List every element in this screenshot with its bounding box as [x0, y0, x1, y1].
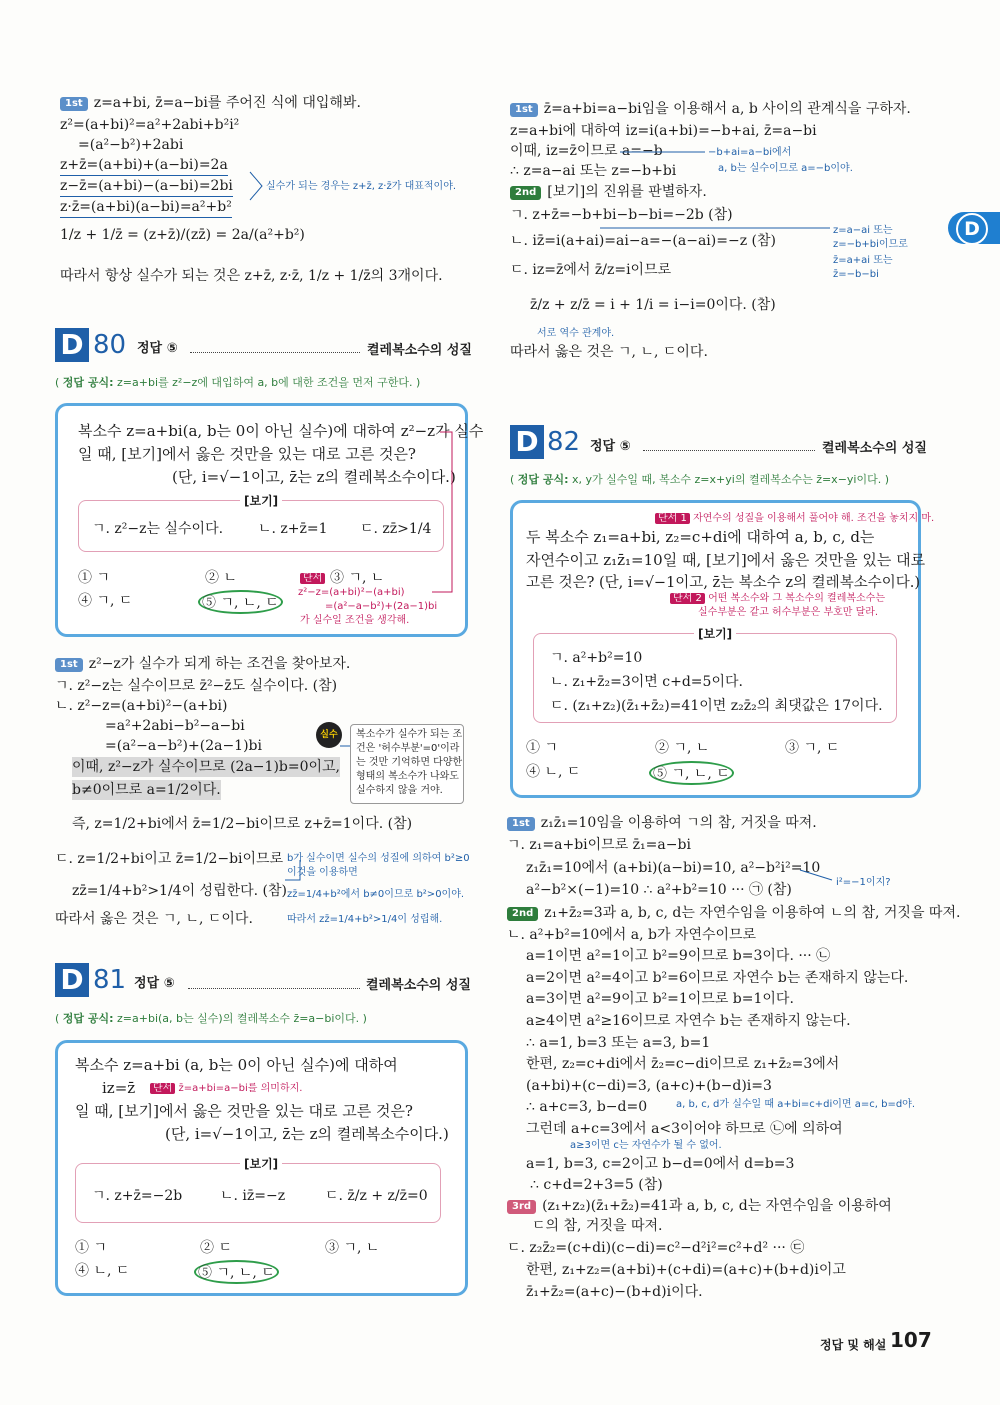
- p80-sol-line: b≠0이므로 a=1/2이다.: [72, 782, 221, 798]
- p82-note: a≥3이면 c는 자연수가 될 수 없어.: [570, 1140, 722, 1151]
- problem-81-badge: D: [55, 963, 89, 997]
- p82-sol-line: a=1이면 a²=1이고 b²=9이므로 b=3이다. ··· ㉡: [526, 948, 831, 964]
- p80-choice-4[interactable]: ④ ㄱ, ㄷ: [78, 593, 133, 609]
- p82-bogi-item: ㄴ. z₁+z̄₂=3이면 c+d=5이다.: [550, 674, 743, 690]
- sol81-line: ㄴ. iz̄=i(a+ai)=ai−a=−(a−ai)=−z (참): [510, 233, 776, 249]
- sol79-line: z·z̄=(a+bi)(a−bi)=a²+b²: [60, 197, 232, 218]
- p82-question-line: 두 복소수 z₁=a+bi, z₂=c+di에 대하여 a, b, c, d는: [526, 528, 875, 546]
- sol81-right-note: z̄=a+ai 또는: [833, 255, 893, 266]
- answer-circle-icon: ⑤ ㄱ, ㄴ, ㄷ: [198, 590, 283, 614]
- tip-arrow: [432, 432, 452, 592]
- p81-bogi-title: [보기]: [240, 1155, 282, 1172]
- warning-badge-icon: 실수: [316, 722, 342, 748]
- p82-choice-3[interactable]: ③ ㄱ, ㄷ: [785, 740, 840, 756]
- p80-choice-3[interactable]: ③ ㄱ, ㄴ: [330, 570, 385, 586]
- p82-sol-line: ㄴ. a²+b²=10에서 a, b가 자연수이므로: [507, 927, 757, 943]
- p82-sol-line: 한편, z₂=c+di에서 z̄₂=c−di이므로 z₁+z̄₂=3에서: [526, 1056, 840, 1072]
- p80-tip-line: 가 실수일 조건을 생각해.: [300, 615, 410, 626]
- sol81-line: ∴ z=a−ai 또는 z=−b+bi: [510, 163, 677, 179]
- sol81-note: −b+ai=a−bi에서: [708, 147, 792, 158]
- p80-sol-line: zz̄=1/4+b²>1/4이 성립한다. (참): [72, 883, 287, 899]
- sol81-conclusion: 따라서 옳은 것은 ㄱ, ㄴ, ㄷ이다.: [510, 344, 708, 360]
- p80-side-note: 복소수가 실수가 되는 조: [356, 729, 463, 740]
- p82-question-line: 자연수이고 z₁z̄₁=10일 때, [보기]에서 옳은 것만을 있는 대로: [526, 551, 926, 569]
- p82-sol-line: a=1, b=3, c=2이고 b−d=0에서 d=b=3: [526, 1156, 795, 1172]
- p82-sol-line: a=3이면 a²=9이고 b²=1이므로 b=1이다.: [526, 991, 794, 1007]
- p82-sol-step2: 2nd z₁+z̄₂=3과 a, b, c, d는 자연수임을 이용하여 ㄴ의 참, 거짓을 따져.: [507, 903, 960, 923]
- sol79-line: 1/z + 1/z̄ = (z+z̄)/(zz̄) = 2a/(a²+b²): [60, 227, 305, 243]
- p81-bogi-item: ㄱ. z+z̄=−2b: [92, 1188, 183, 1204]
- p82-sol-line: ∴ a+c=3, b−d=0: [526, 1099, 648, 1115]
- answer-circle-icon: ⑤ ㄱ, ㄴ, ㄷ: [649, 761, 734, 785]
- p80-sol-line: 이때, z²−z가 실수이므로 (2a−1)b=0이고,: [72, 759, 341, 775]
- sol79-line: z−z̄=(a+bi)−(a−bi)=2bi: [60, 176, 233, 197]
- p80-sol-conclusion: 따라서 옳은 것은 ㄱ, ㄴ, ㄷ이다.: [55, 911, 253, 927]
- problem-82-topic: 켤레복소수의 성질: [822, 441, 927, 456]
- p82-tip2-line: 실수부분은 같고 허수부분은 부호만 달라.: [698, 607, 879, 618]
- p80-sol-line: ㄱ. z²−z는 실수이므로 z̄²−z̄도 실수이다. (참): [55, 678, 338, 694]
- p82-sol-line: z̄₁+z̄₂=(a+c)−(b+d)i이다.: [526, 1284, 703, 1300]
- p82-choice-4[interactable]: ④ ㄴ, ㄷ: [526, 764, 581, 780]
- p80-bogi-title: [보기]: [240, 492, 282, 509]
- sol79-note: 실수가 되는 경우는 z+z̄, z·z̄가 대표적이야.: [266, 181, 457, 192]
- sol81-line: ㄱ. z+z̄=−b+bi−b−bi=−2b (참): [510, 207, 733, 223]
- sol79-line: =(a²−b²)+2abi: [78, 137, 184, 153]
- sol79-conclusion: 따라서 항상 실수가 되는 것은 z+z̄, z·z̄, 1/z + 1/z̄의 3개이다.: [60, 268, 443, 284]
- p80-side-note: 형태의 복소수가 나와도: [356, 771, 459, 782]
- bracket-arrow: [250, 172, 262, 200]
- sol81-line: ㄷ. iz=z̄에서 z̄/z=i이므로: [510, 262, 672, 278]
- problem-81-topic: 켤레복소수의 성질: [366, 978, 471, 993]
- p81-question-line: (단, i=√−1이고, z̄는 z의 켤레복소수이다.): [165, 1125, 449, 1143]
- p82-tip2: 단서 2 어떤 복소수와 그 복소수의 켤레복소수는: [670, 592, 885, 605]
- p80-choice-1[interactable]: ① ㄱ: [78, 570, 110, 586]
- p82-note: i²=−1이지?: [836, 877, 891, 888]
- p82-question-line: 고른 것은? (단, i=√−1이고, z̄는 복소수 z의 켤레복소수이다.): [526, 575, 920, 591]
- p80-tip-line: =(a²−a−b²)+(2a−1)bi: [325, 601, 438, 612]
- p82-choice-1[interactable]: ① ㄱ: [526, 740, 558, 756]
- p80-note: b가 실수이면 실수의 성질에 의하여 b²≥0: [287, 853, 470, 864]
- problem-80-badge: D: [55, 328, 89, 362]
- problem-82-badge: D: [510, 425, 544, 459]
- problem-80-topic: 켤레복소수의 성질: [367, 343, 472, 358]
- problem-80-formula: ( 정답 공식: z=a+bi를 z²−z에 대입하여 a, b에 대한 조건을 먼저 구한다. ): [55, 376, 421, 389]
- p82-sol-line: ㄷ. z₂z̄₂=(c+di)(c−di)=c²−d²i²=c²+d² ··· ㉢: [507, 1240, 805, 1256]
- p82-bogi-item: ㄷ. (z₁+z₂)(z̄₁+z̄₂)=41이면 z₂z̄₂의 최댓값은 17이다.: [550, 698, 883, 714]
- sol81-step1: 1st z̄=a+bi=a−bi임을 이용해서 a, b 사이의 관계식을 구하자.: [510, 99, 911, 119]
- problem-81-answer: 정답 ⑤: [134, 976, 175, 991]
- p80-sol-line: 즉, z=1/2+bi에서 z̄=1/2−bi이므로 z+z̄=1이다. (참): [72, 816, 413, 832]
- p81-bogi-item: ㄴ. iz̄=−z: [220, 1188, 286, 1204]
- sol81-note: 서로 역수 관계야.: [537, 328, 615, 339]
- problem-81-formula: ( 정답 공식: z=a+bi(a, b는 실수)의 켤레복소수 z̄=a−bi이다. ): [55, 1012, 367, 1025]
- p81-choice-3[interactable]: ③ ㄱ, ㄴ: [325, 1240, 380, 1256]
- p80-sol-line: ㄷ. z=1/2+bi이고 z̄=1/2−bi이므로: [55, 851, 284, 867]
- p82-sol-line: z₁z̄₁=10에서 (a+bi)(a−bi)=10, a²−b²i²=10: [526, 860, 821, 876]
- sol81-right-note: z=a−ai 또는: [833, 225, 893, 236]
- p80-question-line: 일 때, [보기]에서 옳은 것만을 있는 대로 고른 것은?: [78, 445, 416, 463]
- sol81-note: a, b는 실수이므로 a=−b이야.: [718, 163, 853, 174]
- p80-bogi-item: ㄴ. z+z̄=1: [258, 521, 328, 537]
- p82-sol-line: a=2이면 a²=4이고 b²=6이므로 자연수 b는 존재하지 않는다.: [526, 970, 909, 986]
- p82-sol-line: 그런데 a+c=3에서 a<3이어야 하므로 ㉡에 의하여: [526, 1121, 843, 1137]
- sol81-right-note: z̄=−b−bi: [833, 269, 879, 280]
- sol79-step1: 1st z=a+bi, z̄=a−bi를 주어진 식에 대입해봐.: [60, 93, 361, 113]
- p82-note: a, b, c, d가 실수일 때 a+bi=c+di이면 a=c, b=d야.: [676, 1099, 916, 1110]
- p82-sol-line: (a+bi)+(c−di)=3, (a+c)+(b−d)i=3: [526, 1078, 772, 1094]
- note-arrow: [285, 860, 300, 880]
- p80-sol-step1: 1st z²−z가 실수가 되게 하는 조건을 찾아보자.: [55, 654, 350, 674]
- p81-tip: 단서 z̄=a+bi=a−bi를 의미하지.: [150, 1082, 302, 1095]
- p80-sol-line: ㄴ. z²−z=(a+bi)²−(a+bi): [55, 698, 228, 714]
- problem-82-number: 82: [547, 427, 581, 457]
- sol81-line: z=a+bi에 대하여 iz=i(a+bi)=−b+ai, z̄=a−bi: [510, 123, 817, 139]
- p82-bogi-title: [보기]: [694, 625, 736, 642]
- p80-note: 이것을 이용하면: [287, 867, 358, 878]
- p80-tip: 단서: [300, 572, 325, 585]
- p80-sol-line: =(a²−a−b²)+(2a−1)bi: [105, 738, 262, 754]
- p80-question-line: (단, i=√−1이고, z̄는 z의 켤레복소수이다.): [172, 468, 456, 486]
- p82-choice-2[interactable]: ② ㄱ, ㄴ: [655, 740, 710, 756]
- p81-condition: iz=z̄: [102, 1079, 136, 1097]
- p80-bogi-item: ㄱ. z²−z는 실수이다.: [92, 521, 224, 537]
- p82-bogi-item: ㄱ. a²+b²=10: [550, 650, 643, 666]
- p81-question-line: 복소수 z=a+bi (a, b는 0이 아닌 실수)에 대하여: [75, 1056, 398, 1074]
- p80-choice-2[interactable]: ② ㄴ: [205, 570, 237, 586]
- p82-sol-step3: 3rd (z₁+z₂)(z̄₁+z̄₂)=41과 a, b, c, d는 자연수임을 이용하여: [507, 1196, 892, 1216]
- p82-sol-line: ㄱ. z₁=a+bi이므로 z̄₁=a−bi: [507, 837, 691, 853]
- problem-82-answer: 정답 ⑤: [590, 439, 631, 454]
- p80-question-line: 복소수 z=a+bi(a, b는 0이 아닌 실수)에 대하여 z²−z가 실수: [78, 422, 484, 440]
- p81-question-line: 일 때, [보기]에서 옳은 것만을 있는 대로 고른 것은?: [75, 1102, 413, 1120]
- sol81-step2: 2nd [보기]의 진위를 판별하자.: [510, 182, 707, 202]
- p80-side-note: 실수하지 않을 거야.: [356, 785, 443, 796]
- p81-bogi-item: ㄷ. z̄/z + z/z̄=0: [325, 1188, 428, 1204]
- p82-sol-line: a²−b²×(−1)=10 ∴ a²+b²=10 ··· ㉠ (참): [526, 882, 792, 898]
- note-arrow: [800, 870, 832, 880]
- sol81-right-note: z=−b+bi이므로: [833, 239, 908, 250]
- page-number: 107: [890, 1328, 932, 1352]
- p80-side-note: 는 것만 기억하면 다양한: [356, 757, 463, 768]
- sol79-line: z+z̄=(a+bi)+(a−bi)=2a: [60, 155, 228, 176]
- problem-80-number: 80: [93, 330, 127, 360]
- p81-choice-1[interactable]: ① ㄱ: [75, 1240, 107, 1256]
- p82-sol-line: a≥4이면 a²≥16이므로 자연수 b는 존재하지 않는다.: [526, 1013, 851, 1029]
- problem-80-answer: 정답 ⑤: [137, 341, 178, 356]
- p80-bogi-item: ㄷ. zz̄>1/4: [360, 521, 432, 537]
- footer-label: 정답 및 해설: [820, 1338, 887, 1352]
- p80-side-note: 건은 '허수부분'=0'이라: [356, 743, 460, 754]
- problem-81-number: 81: [93, 965, 127, 995]
- p81-choice-2[interactable]: ② ㄷ: [200, 1240, 232, 1256]
- sol81-line: 이때, iz=z̄이므로 a=−b: [510, 143, 663, 159]
- p82-tip1: 단서 1 자연수의 성질을 이용해서 풀어야 해. 조건을 놓치지 마.: [655, 512, 934, 525]
- problem-82-formula: ( 정답 공식: x, y가 실수일 때, 복소수 z=x+yi의 켤레복소수는 z̄=x−yi이다. ): [510, 473, 890, 486]
- p82-sol-step1: 1st z₁z̄₁=10임을 이용하여 ㄱ의 참, 거짓을 따져.: [507, 813, 817, 833]
- p81-choice-4[interactable]: ④ ㄴ, ㄷ: [75, 1263, 130, 1279]
- p80-sol-line: =a²+2abi−b²−a−bi: [105, 718, 245, 734]
- p82-sol-line: ㄷ의 참, 거짓을 따져.: [532, 1218, 663, 1234]
- p80-note: zz̄=1/4+b²에서 b≠0이므로 b²>0이야.: [287, 889, 465, 900]
- p82-sol-line: 한편, z₁+z₂=(a+bi)+(c+di)=(a+c)+(b+d)i이고: [526, 1262, 846, 1278]
- p80-tip-line: z²−z=(a+bi)²−(a+bi): [298, 587, 405, 598]
- chapter-letter: D: [956, 213, 988, 245]
- answer-circle-icon: ⑤ ㄱ, ㄴ, ㄷ: [194, 1260, 279, 1284]
- p82-sol-line: ∴ c+d=2+3=5 (참): [530, 1177, 663, 1193]
- sol81-line: z̄/z + z/z̄ = i + 1/i = i−i=0이다. (참): [530, 297, 776, 313]
- sol79-line: z²=(a+bi)²=a²+2abi+b²i²: [60, 117, 240, 133]
- p80-note: 따라서 zz̄=1/4+b²>1/4이 성립해.: [287, 914, 443, 925]
- p82-sol-line: ∴ a=1, b=3 또는 a=3, b=1: [526, 1035, 711, 1051]
